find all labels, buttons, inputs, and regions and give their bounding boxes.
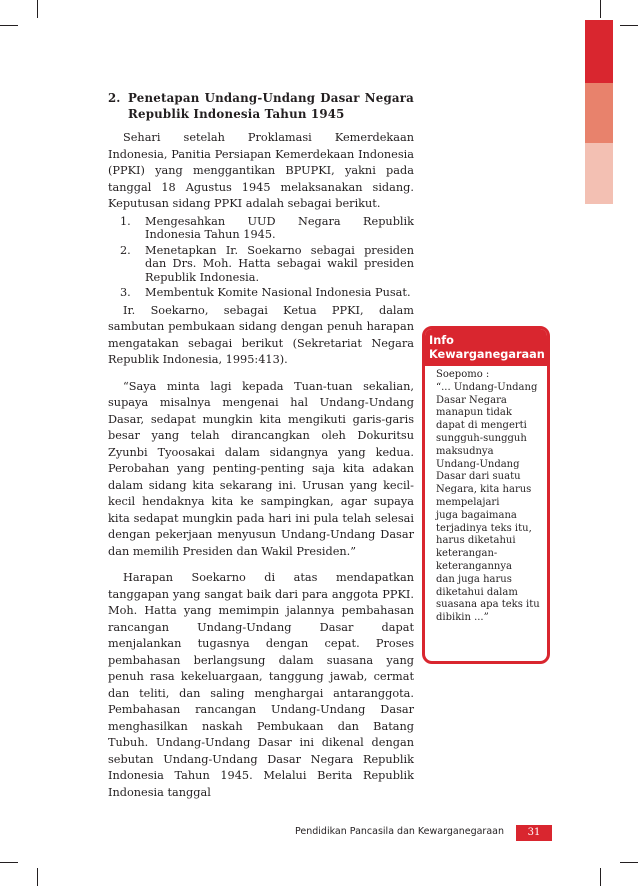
chapter-tab-red (585, 20, 613, 83)
crop-mark (600, 0, 601, 18)
info-line: juga bagaimana (436, 509, 517, 521)
chapter-tab-salmon (585, 83, 613, 143)
page-footer (0, 825, 638, 841)
chapter-tab-pink (585, 143, 613, 204)
list-item-number: 3. (120, 286, 131, 299)
info-line: maksudnya (436, 445, 494, 457)
info-line: suasana apa teks itu (436, 599, 540, 611)
list-item-number: 1. (120, 214, 131, 228)
info-box-title-line: Kewarganegaraan (429, 348, 545, 361)
crop-mark (37, 868, 38, 886)
list-item (108, 244, 414, 285)
crop-mark (0, 862, 18, 863)
crop-mark (0, 25, 18, 26)
info-line: dibikin ...” (436, 612, 489, 624)
info-line: dan juga harus (436, 573, 512, 585)
crop-mark (37, 0, 38, 18)
info-line: terjadinya teks itu, (436, 522, 532, 534)
info-line: Dasar Negara (436, 394, 507, 406)
info-line: diketahui dalam (436, 586, 518, 598)
main-content (108, 90, 414, 801)
footer-book-title: Pendidikan Pancasila dan Kewarganegaraan (294, 826, 504, 837)
info-line: Dasar dari suatu (436, 471, 521, 483)
list-item-text: Menetapkan Ir. Soekarno sebagai presiden dan Drs. Moh. Hatta sebagai wakil presiden Republik Indonesia. (145, 243, 414, 284)
crop-mark (620, 25, 638, 26)
paragraph-harapan: Harapan Soekarno di atas mendapatkan tanggapan yang sangat baik dari para anggota PPKI. Moh. Hatta yang memimpin jalannya pembahasan rancangan Undang-Undang Dasar dapat menjalankan tugasnya dengan cepat. Proses pembahasan berlangsung dalam suasana yang penuh rasa kekeluargaan, tanggung jawab, cermat dan teliti, dan saling menghargai antaranggota. Pembahasan rancangan Undang-Undang Dasar menghasilkan naskah Pembukaan dan Batang Tubuh. Undang-Undang Dasar ini dikenal dengan sebutan Undang-Undang Dasar Negara Republik Indonesia Tahun 1945. Melalui Berita Republik Indonesia tanggal (108, 571, 414, 799)
info-line: manapun tidak (436, 407, 512, 419)
section-heading (108, 90, 414, 122)
paragraph-intro: Sehari setelah Proklamasi Kemerdekaan Indonesia, Panitia Persiapan Kemerdekaan Indonesia (PPKI) yang menggantikan BPUPKI, yakni pada tanggal 18 Agustus 1945 melaksanakan sidang. Keputusan sidang PPKI adalah sebagai berikut. (108, 131, 414, 210)
info-line: “... Undang-Undang (436, 381, 538, 393)
info-line: harus diketahui (436, 535, 516, 547)
info-line: keterangannya (436, 560, 512, 572)
decision-list (108, 215, 414, 300)
paragraph-soekarno: Ir. Soekarno, sebagai Ketua PPKI, dalam sambutan pembukaan sidang dengan penuh harapan mengatakan sebagai berikut (Sekretariat Negara Republik Indonesia, 1995:413). (108, 303, 414, 366)
info-box (422, 326, 550, 664)
list-item-text: Mengesahkan UUD Negara Republik Indonesia Tahun 1945. (145, 214, 414, 241)
info-line: mempelajari (436, 496, 500, 508)
info-line: Negara, kita harus (436, 484, 532, 496)
info-line: sungguh-sungguh (436, 432, 527, 444)
list-item (108, 215, 414, 242)
info-box-title (425, 329, 547, 366)
paragraph-quote: “Saya minta lagi kepada Tuan-tuan sekalian, supaya misalnya mengenai hal Undang-Undang Dasar, sedapat mungkin kita mengikuti garis-garis besar yang telah dirancangkan oleh Dokuritsu Zyunbi Tyoosakai dalam sidangnya yang kedua. Perobahan yang penting-penting saja kita adakan dalam sidang kita sekarang ini. Urusan yang kecil-kecil hendaknya kita ke sampingkan, agar supaya kita sedapat mungkin pada hari ini pula telah selesai dengan pekerjaan menyusun Undang-Undang Dasar dan memilih Presiden dan Wakil Presiden.” (108, 379, 414, 558)
info-line: keterangan- (436, 548, 498, 560)
section-title: Penetapan Undang-Undang Dasar Negara Republik Indonesia Tahun 1945 (128, 91, 414, 121)
crop-mark (600, 868, 601, 886)
info-box-body (425, 366, 547, 629)
list-item (108, 286, 414, 300)
page-number: 31 (516, 825, 552, 841)
section-number: 2. (108, 91, 121, 105)
info-box-title-line: Info (429, 334, 454, 347)
crop-mark (620, 862, 638, 863)
info-line: Soepomo : (436, 369, 490, 380)
list-item-number: 2. (120, 243, 131, 257)
info-line: Undang-Undang (436, 458, 520, 470)
list-item-text: Membentuk Komite Nasional Indonesia Pusat. (145, 286, 411, 299)
info-line: dapat di mengerti (436, 420, 527, 432)
